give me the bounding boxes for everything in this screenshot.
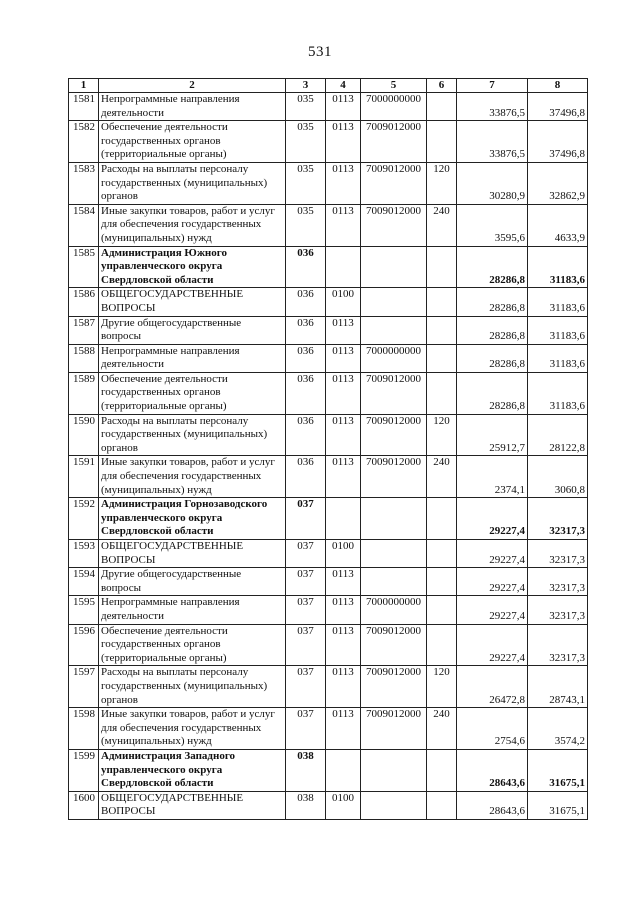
row-amount-year-1: 29227,4 <box>457 540 528 568</box>
row-number: 1594 <box>69 568 99 596</box>
row-amount-year-1: 28286,8 <box>457 372 528 414</box>
row-section-code: 0113 <box>326 162 361 204</box>
table-row <box>69 344 588 372</box>
row-number: 1587 <box>69 316 99 344</box>
table-row <box>69 456 588 498</box>
row-department-code: 035 <box>286 204 326 246</box>
row-expense-type: 240 <box>427 456 457 498</box>
row-expense-type <box>427 372 457 414</box>
row-number: 1597 <box>69 666 99 708</box>
row-amount-year-2: 31183,6 <box>528 372 588 414</box>
row-section-code: 0113 <box>326 316 361 344</box>
row-number: 1588 <box>69 344 99 372</box>
row-target-code: 7000000000 <box>361 93 427 121</box>
row-department-code: 037 <box>286 596 326 624</box>
row-amount-year-1: 28286,8 <box>457 288 528 316</box>
row-number: 1593 <box>69 540 99 568</box>
row-expense-type <box>427 749 457 791</box>
header-col-6: 6 <box>427 79 457 93</box>
row-name: Иные закупки товаров, работ и услуг для обеспечения государственных (муниципальных) нужд <box>99 204 286 246</box>
row-section-code: 0113 <box>326 414 361 456</box>
row-target-code: 7009012000 <box>361 624 427 666</box>
row-department-code: 035 <box>286 93 326 121</box>
row-expense-type <box>427 568 457 596</box>
row-department-code: 037 <box>286 708 326 750</box>
row-department-code: 036 <box>286 456 326 498</box>
table-row <box>69 414 588 456</box>
row-number: 1589 <box>69 372 99 414</box>
budget-table <box>68 78 588 820</box>
row-expense-type <box>427 316 457 344</box>
row-target-code <box>361 246 427 288</box>
row-amount-year-2: 32317,3 <box>528 596 588 624</box>
row-number: 1590 <box>69 414 99 456</box>
row-number: 1583 <box>69 162 99 204</box>
row-name: Непрограммные направления деятельности <box>99 93 286 121</box>
row-name: ОБЩЕГОСУДАРСТВЕННЫЕ ВОПРОСЫ <box>99 791 286 819</box>
row-department-code: 038 <box>286 749 326 791</box>
row-number: 1585 <box>69 246 99 288</box>
row-department-code: 037 <box>286 624 326 666</box>
row-amount-year-2: 31183,6 <box>528 344 588 372</box>
row-amount-year-1: 28643,6 <box>457 749 528 791</box>
header-col-4: 4 <box>326 79 361 93</box>
row-amount-year-2: 32317,3 <box>528 498 588 540</box>
row-amount-year-2: 31183,6 <box>528 288 588 316</box>
row-expense-type <box>427 246 457 288</box>
row-number: 1598 <box>69 708 99 750</box>
row-target-code <box>361 749 427 791</box>
row-expense-type: 120 <box>427 666 457 708</box>
row-target-code <box>361 568 427 596</box>
row-target-code <box>361 498 427 540</box>
table-row <box>69 568 588 596</box>
row-number: 1599 <box>69 749 99 791</box>
row-name: Непрограммные направления деятельности <box>99 344 286 372</box>
row-expense-type: 240 <box>427 708 457 750</box>
row-section-code: 0113 <box>326 93 361 121</box>
row-amount-year-1: 2374,1 <box>457 456 528 498</box>
row-department-code: 036 <box>286 414 326 456</box>
header-col-8: 8 <box>528 79 588 93</box>
row-section-code: 0113 <box>326 456 361 498</box>
row-amount-year-1: 28286,8 <box>457 316 528 344</box>
row-name: Администрация Южного управленческого округа Свердловской области <box>99 246 286 288</box>
row-number: 1592 <box>69 498 99 540</box>
row-amount-year-2: 32317,3 <box>528 568 588 596</box>
row-target-code: 7000000000 <box>361 344 427 372</box>
row-section-code: 0113 <box>326 596 361 624</box>
page-number: 531 <box>308 44 332 60</box>
row-target-code: 7009012000 <box>361 666 427 708</box>
row-name: Расходы на выплаты персоналу государственных (муниципальных) органов <box>99 414 286 456</box>
table-row <box>69 372 588 414</box>
row-amount-year-2: 31183,6 <box>528 246 588 288</box>
row-number: 1591 <box>69 456 99 498</box>
row-amount-year-1: 3595,6 <box>457 204 528 246</box>
row-expense-type <box>427 791 457 819</box>
row-target-code: 7009012000 <box>361 414 427 456</box>
row-section-code: 0100 <box>326 791 361 819</box>
row-expense-type <box>427 121 457 163</box>
table-row <box>69 162 588 204</box>
row-department-code: 036 <box>286 316 326 344</box>
table-row <box>69 246 588 288</box>
header-col-5: 5 <box>361 79 427 93</box>
row-name: Расходы на выплаты персоналу государственных (муниципальных) органов <box>99 666 286 708</box>
row-section-code: 0113 <box>326 344 361 372</box>
row-target-code <box>361 540 427 568</box>
table-row <box>69 93 588 121</box>
row-name: Обеспечение деятельности государственных органов (территориальные органы) <box>99 624 286 666</box>
table-row <box>69 204 588 246</box>
row-target-code: 7009012000 <box>361 456 427 498</box>
row-section-code <box>326 498 361 540</box>
table-row <box>69 288 588 316</box>
row-amount-year-2: 4633,9 <box>528 204 588 246</box>
table-row <box>69 596 588 624</box>
row-name: Иные закупки товаров, работ и услуг для обеспечения государственных (муниципальных) нужд <box>99 708 286 750</box>
row-amount-year-2: 32317,3 <box>528 624 588 666</box>
row-name: Администрация Западного управленческого округа Свердловской области <box>99 749 286 791</box>
row-name: Обеспечение деятельности государственных органов (территориальные органы) <box>99 121 286 163</box>
row-section-code: 0113 <box>326 568 361 596</box>
row-name: Непрограммные направления деятельности <box>99 596 286 624</box>
row-department-code: 036 <box>286 246 326 288</box>
row-amount-year-1: 29227,4 <box>457 498 528 540</box>
table-row <box>69 540 588 568</box>
row-amount-year-1: 29227,4 <box>457 596 528 624</box>
row-amount-year-2: 31675,1 <box>528 791 588 819</box>
row-name: Другие общегосударственные вопросы <box>99 316 286 344</box>
row-target-code <box>361 316 427 344</box>
table-row <box>69 624 588 666</box>
row-target-code: 7009012000 <box>361 204 427 246</box>
table-row <box>69 791 588 819</box>
row-amount-year-1: 28643,6 <box>457 791 528 819</box>
row-number: 1582 <box>69 121 99 163</box>
table-row <box>69 666 588 708</box>
row-target-code: 7009012000 <box>361 708 427 750</box>
row-amount-year-1: 29227,4 <box>457 568 528 596</box>
row-name: Расходы на выплаты персоналу государственных (муниципальных) органов <box>99 162 286 204</box>
row-section-code: 0113 <box>326 372 361 414</box>
row-target-code <box>361 288 427 316</box>
header-col-2: 2 <box>99 79 286 93</box>
row-target-code: 7009012000 <box>361 162 427 204</box>
row-target-code: 7009012000 <box>361 372 427 414</box>
table-header-row <box>69 79 588 93</box>
row-amount-year-1: 2754,6 <box>457 708 528 750</box>
row-amount-year-1: 28286,8 <box>457 246 528 288</box>
header-col-7: 7 <box>457 79 528 93</box>
row-amount-year-2: 32862,9 <box>528 162 588 204</box>
header-col-1: 1 <box>69 79 99 93</box>
row-section-code: 0113 <box>326 204 361 246</box>
row-number: 1581 <box>69 93 99 121</box>
row-expense-type: 120 <box>427 162 457 204</box>
row-department-code: 036 <box>286 344 326 372</box>
table-row <box>69 316 588 344</box>
row-expense-type: 240 <box>427 204 457 246</box>
row-number: 1584 <box>69 204 99 246</box>
row-number: 1596 <box>69 624 99 666</box>
table-row <box>69 121 588 163</box>
row-section-code: 0100 <box>326 540 361 568</box>
row-department-code: 037 <box>286 568 326 596</box>
table-row <box>69 708 588 750</box>
row-section-code: 0100 <box>326 288 361 316</box>
row-expense-type: 120 <box>427 414 457 456</box>
row-department-code: 035 <box>286 162 326 204</box>
row-number: 1586 <box>69 288 99 316</box>
row-amount-year-1: 25912,7 <box>457 414 528 456</box>
row-amount-year-2: 3060,8 <box>528 456 588 498</box>
row-expense-type <box>427 344 457 372</box>
row-amount-year-2: 31675,1 <box>528 749 588 791</box>
row-department-code: 037 <box>286 498 326 540</box>
row-department-code: 035 <box>286 121 326 163</box>
row-department-code: 037 <box>286 540 326 568</box>
row-section-code <box>326 246 361 288</box>
row-name: Другие общегосударственные вопросы <box>99 568 286 596</box>
row-section-code: 0113 <box>326 666 361 708</box>
row-department-code: 037 <box>286 666 326 708</box>
row-department-code: 036 <box>286 288 326 316</box>
row-amount-year-2: 28122,8 <box>528 414 588 456</box>
row-amount-year-2: 3574,2 <box>528 708 588 750</box>
row-amount-year-2: 28743,1 <box>528 666 588 708</box>
row-amount-year-2: 37496,8 <box>528 93 588 121</box>
table-row <box>69 749 588 791</box>
row-expense-type <box>427 498 457 540</box>
row-expense-type <box>427 596 457 624</box>
header-col-3: 3 <box>286 79 326 93</box>
row-number: 1595 <box>69 596 99 624</box>
row-section-code: 0113 <box>326 624 361 666</box>
row-expense-type <box>427 288 457 316</box>
row-amount-year-1: 33876,5 <box>457 93 528 121</box>
row-section-code: 0113 <box>326 121 361 163</box>
row-target-code: 7009012000 <box>361 121 427 163</box>
row-amount-year-2: 32317,3 <box>528 540 588 568</box>
row-name: Иные закупки товаров, работ и услуг для обеспечения государственных (муниципальных) нужд <box>99 456 286 498</box>
row-name: Администрация Горнозаводского управленческого округа Свердловской области <box>99 498 286 540</box>
table-row <box>69 498 588 540</box>
row-amount-year-2: 37496,8 <box>528 121 588 163</box>
row-amount-year-1: 33876,5 <box>457 121 528 163</box>
row-name: Обеспечение деятельности государственных органов (территориальные органы) <box>99 372 286 414</box>
row-number: 1600 <box>69 791 99 819</box>
row-section-code: 0113 <box>326 708 361 750</box>
row-expense-type <box>427 540 457 568</box>
row-amount-year-2: 31183,6 <box>528 316 588 344</box>
row-name: ОБЩЕГОСУДАРСТВЕННЫЕ ВОПРОСЫ <box>99 540 286 568</box>
row-amount-year-1: 28286,8 <box>457 344 528 372</box>
row-target-code: 7000000000 <box>361 596 427 624</box>
row-department-code: 038 <box>286 791 326 819</box>
row-amount-year-1: 30280,9 <box>457 162 528 204</box>
row-target-code <box>361 791 427 819</box>
row-amount-year-1: 26472,8 <box>457 666 528 708</box>
row-expense-type <box>427 624 457 666</box>
row-section-code <box>326 749 361 791</box>
row-expense-type <box>427 93 457 121</box>
row-department-code: 036 <box>286 372 326 414</box>
row-name: ОБЩЕГОСУДАРСТВЕННЫЕ ВОПРОСЫ <box>99 288 286 316</box>
row-amount-year-1: 29227,4 <box>457 624 528 666</box>
